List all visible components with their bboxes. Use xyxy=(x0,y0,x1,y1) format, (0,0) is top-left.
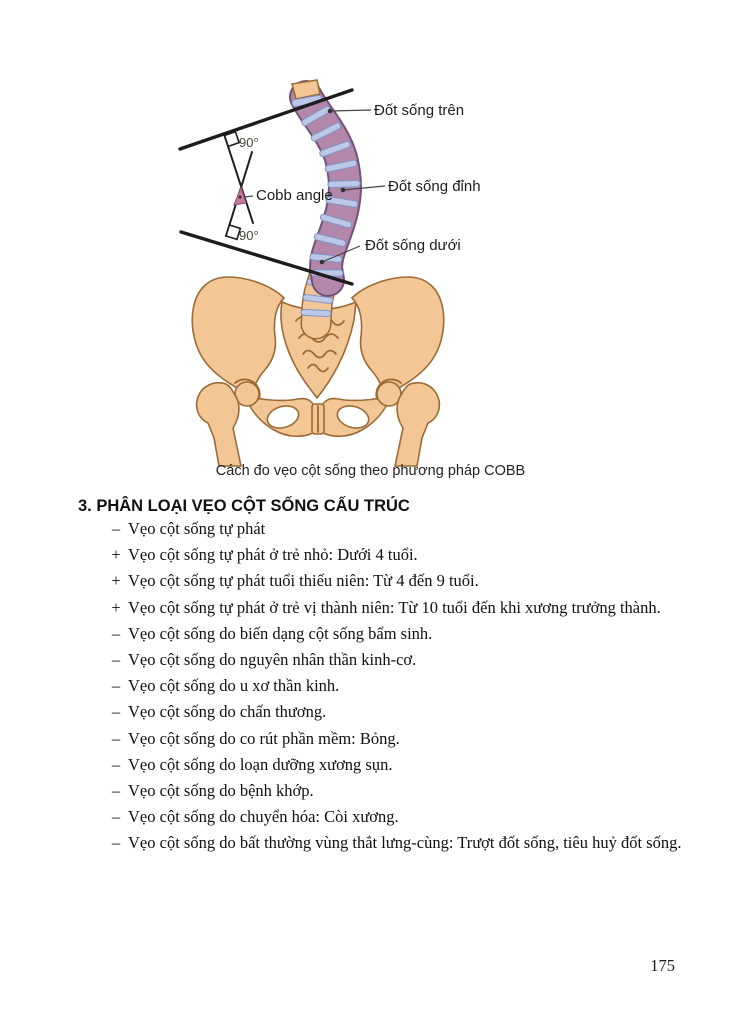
list-item xyxy=(0,729,741,755)
list-item-marker: – xyxy=(111,807,121,827)
list-item xyxy=(0,598,741,624)
list-item-marker: – xyxy=(111,702,121,722)
list-item-text: Vẹo cột sống tự phát tuổi thiếu niên: Từ 4 đến 9 tuổi. xyxy=(128,571,479,591)
list-item xyxy=(0,650,741,676)
label-right-angle-top: 90° xyxy=(239,135,259,150)
list-item-marker: + xyxy=(111,597,121,617)
left-femur xyxy=(197,383,241,466)
list-item-text: Vẹo cột sống do biến dạng cột sống bẩm sinh. xyxy=(128,623,433,643)
list-item-text: Vẹo cột sống do u xơ thần kinh. xyxy=(128,676,340,696)
list-item-text: Vẹo cột sống do chuyển hóa: Còi xương. xyxy=(128,807,399,827)
right-angle-mark-top xyxy=(225,132,240,147)
list-item-text: Vẹo cột sống do loạn dưỡng xương sụn. xyxy=(128,754,393,774)
page-number: 175 xyxy=(650,956,675,975)
list-item-text: Vẹo cột sống do nguyên nhân thần kinh-cơ. xyxy=(128,649,417,669)
list-item-text: Vẹo cột sống tự phát ở trẻ vị thành niên: Từ 10 tuổi đến khi xương trưởng thành. xyxy=(128,597,661,617)
section-heading: 3. PHÂN LOẠI VẸO CỘT SỐNG CẤU TRÚC xyxy=(78,497,410,515)
list-item-marker: + xyxy=(111,571,121,591)
list-item-marker: – xyxy=(111,623,121,643)
list-item xyxy=(0,807,741,833)
list-item-marker: + xyxy=(111,545,121,565)
list-item xyxy=(0,781,741,807)
label-lower-vertebra: Đốt sống dưới xyxy=(365,237,461,254)
label-right-angle-bottom: 90° xyxy=(239,228,259,243)
list-item xyxy=(0,571,741,597)
left-ilium xyxy=(192,277,284,402)
list-item-text: Vẹo cột sống do bất thường vùng thắt lưng-cùng: Trượt đốt sống, tiêu huỷ đốt sống. xyxy=(128,833,682,853)
right-ilium xyxy=(352,277,444,402)
list-item xyxy=(0,545,741,571)
cobb-angle-dot xyxy=(238,195,241,198)
list-item-marker: – xyxy=(111,833,121,853)
list-item-marker: – xyxy=(111,780,121,800)
label-cobb-angle: Cobb angle xyxy=(256,187,333,204)
list-item xyxy=(0,624,741,650)
label-apex-vertebra: Đốt sống đỉnh xyxy=(388,178,481,195)
list-item-text: Vẹo cột sống do chấn thương. xyxy=(128,702,327,722)
list-item-text: Vẹo cột sống do bệnh khớp. xyxy=(128,780,314,800)
cobb-angle-figure xyxy=(0,0,741,488)
figure-caption: Cách đo vẹo cột sống theo phương pháp COBB xyxy=(215,463,526,479)
classification-list xyxy=(0,519,741,859)
list-item-text: Vẹo cột sống tự phát xyxy=(128,519,266,538)
list-item xyxy=(0,833,741,859)
list-item-marker: – xyxy=(111,754,121,774)
list-item-marker: – xyxy=(111,519,121,538)
label-upper-vertebra: Đốt sống trên xyxy=(374,102,465,119)
list-item-marker: – xyxy=(111,676,121,696)
list-item-marker: – xyxy=(111,649,121,669)
list-item xyxy=(0,755,741,781)
list-item-text: Vẹo cột sống do co rút phần mềm: Bỏng. xyxy=(128,728,400,748)
list-item xyxy=(0,702,741,728)
list-item-text: Vẹo cột sống tự phát ở trẻ nhỏ: Dưới 4 tuổi. xyxy=(128,545,418,565)
list-item xyxy=(0,676,741,702)
list-item xyxy=(0,519,741,545)
right-femur xyxy=(395,383,439,466)
list-item-marker: – xyxy=(111,728,121,748)
